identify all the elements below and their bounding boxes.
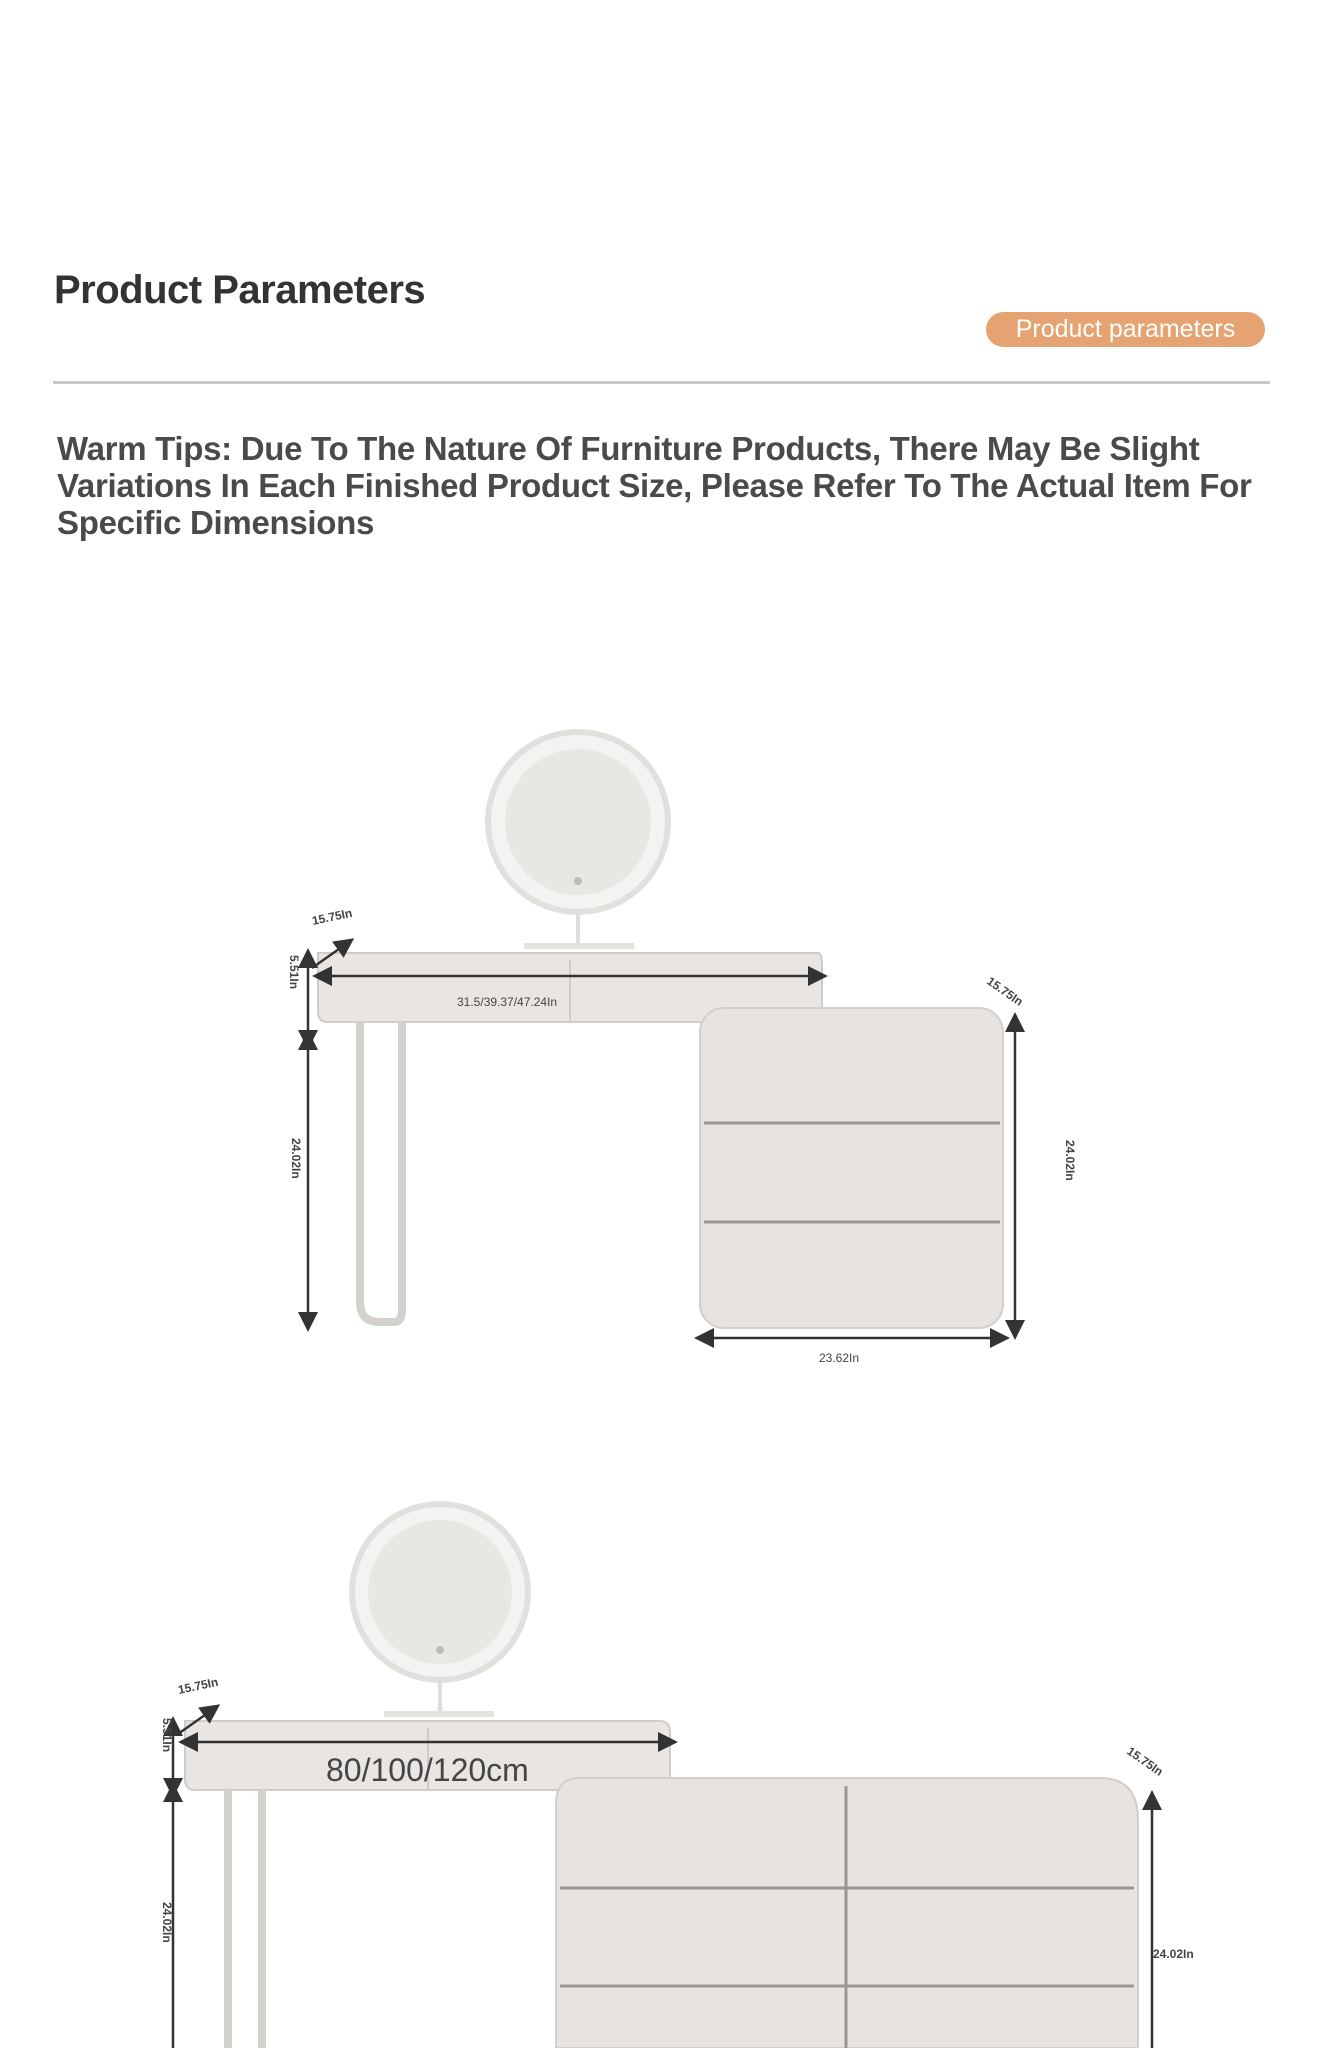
desk-width-label: 80/100/120cm bbox=[326, 1752, 529, 1788]
cabinet-depth-label: 15.75In bbox=[1124, 1743, 1166, 1779]
cabinet-depth-label: 15.75In bbox=[984, 973, 1026, 1009]
drawer-cabinet bbox=[556, 1778, 1138, 2048]
cabinet-width-label: 23.62In bbox=[819, 1351, 860, 1365]
vanity-diagram-2 bbox=[0, 1400, 1322, 2048]
depth-top-label: 15.75In bbox=[176, 1674, 220, 1697]
warm-tips: Warm Tips: Due To The Nature Of Furniture Products, There May Be Slight Variations In Each Finished Product Size, Please Refer To The Actual Item For Specific Dimensions bbox=[57, 430, 1252, 541]
section-badge: Product parameters bbox=[986, 312, 1265, 347]
desk-width-label: 31.5/39.37/47.24In bbox=[457, 995, 558, 1009]
cabinet-height-label: 24.02In bbox=[1153, 1947, 1194, 1961]
leg-height-label: 24.02In bbox=[289, 1138, 303, 1179]
depth-top-label: 15.75In bbox=[310, 905, 354, 928]
leg-height-label: 24.02In bbox=[160, 1902, 174, 1943]
mirror bbox=[488, 732, 668, 949]
cabinet-height-label: 24.02In bbox=[1063, 1140, 1077, 1181]
drawer-height-label: 5.51In bbox=[287, 955, 301, 990]
drawer-cabinet bbox=[700, 1008, 1003, 1328]
drawer-height-label: 5.51In bbox=[160, 1718, 174, 1753]
page-title: Product Parameters bbox=[54, 268, 426, 312]
mirror bbox=[352, 1504, 528, 1717]
